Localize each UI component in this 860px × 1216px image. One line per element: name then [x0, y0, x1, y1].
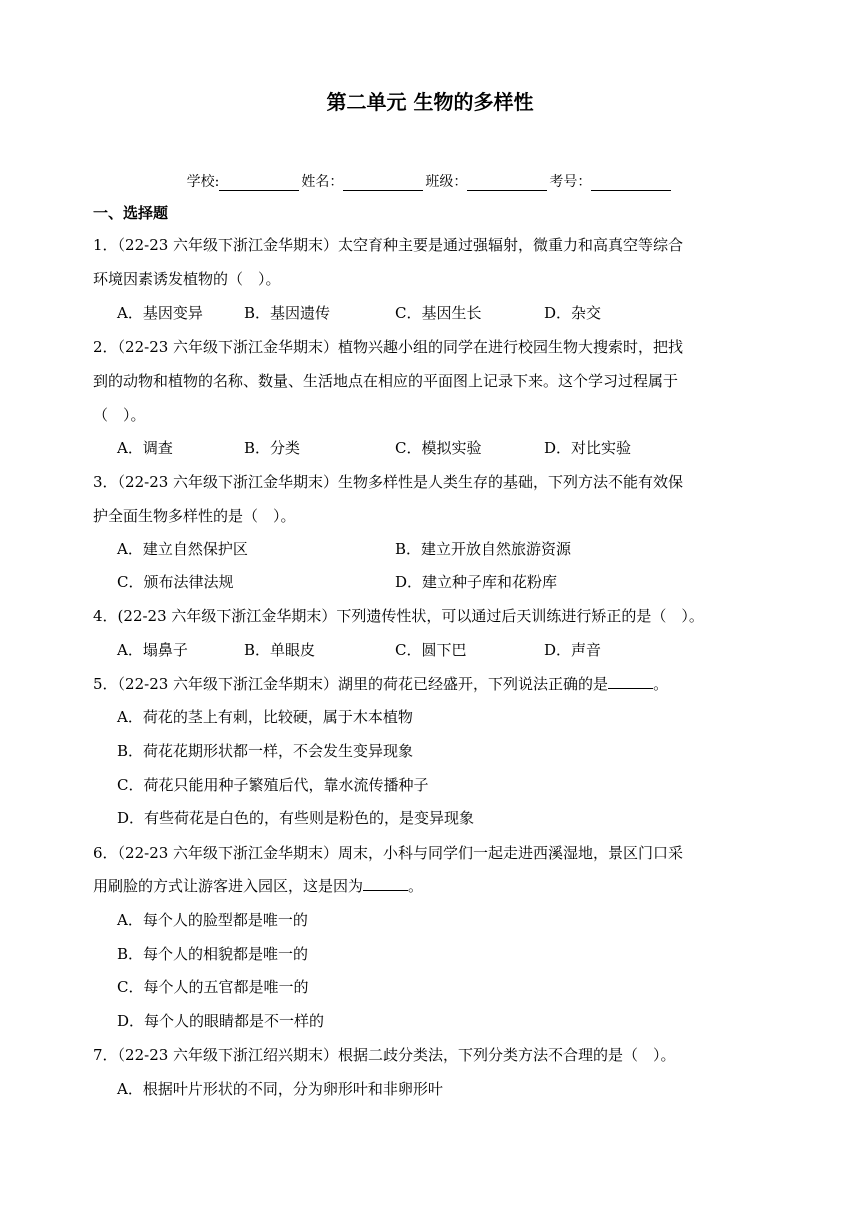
student-info-row	[0, 171, 860, 191]
option-c[interactable]: C．模拟实验	[395, 439, 482, 457]
question-text-end: 。	[653, 675, 669, 693]
question-text-line: 到的动物和植物的名称、数量、生活地点在相应的平面图上记录下来。这个学习过程属于	[93, 372, 679, 390]
question-text-line: （ ）。	[93, 406, 146, 424]
question-text-line: 3．（22-23 六年级下浙江金华期末）生物多样性是人类生存的基础，下列方法不能有效保	[93, 473, 684, 491]
option-c[interactable]: C．圆下巴	[395, 641, 467, 659]
page-title: 第二单元 生物的多样性	[326, 90, 534, 114]
option-d[interactable]: D．对比实验	[544, 439, 632, 457]
question-text: 用刷脸的方式让游客进入园区，这是因为	[93, 877, 364, 895]
question-text-line: 2．（22-23 六年级下浙江金华期末）植物兴趣小组的同学在进行校园生物大搜索时，把找	[93, 338, 684, 356]
option-d[interactable]: D．每个人的眼睛都是不一样的	[117, 1012, 325, 1030]
name-label: 姓名：	[301, 174, 344, 190]
question-text-line: 6．（22-23 六年级下浙江金华期末）周末，小科与同学们一起走进西溪湿地，景区门口采	[93, 844, 684, 862]
exam-no-label: 考号：	[549, 174, 592, 190]
school-blank[interactable]	[219, 176, 299, 191]
option-c[interactable]: C．基因生长	[395, 304, 482, 322]
option-a[interactable]: A．塌鼻子	[117, 641, 188, 659]
option-c[interactable]: C．荷花只能用种子繁殖后代，靠水流传播种子	[117, 776, 429, 794]
option-d[interactable]: D．声音	[544, 641, 602, 659]
option-a[interactable]: A．基因变异	[117, 304, 203, 322]
question-text-line	[93, 674, 783, 694]
option-a[interactable]: A．根据叶片形状的不同，分为卵形叶和非卵形叶	[117, 1080, 443, 1098]
option-d[interactable]: D．建立种子库和花粉库	[395, 573, 558, 591]
option-c[interactable]: C．每个人的五官都是唯一的	[117, 978, 309, 996]
question-text-line: 护全面生物多样性的是（ ）。	[93, 507, 296, 525]
option-b[interactable]: B．建立开放自然旅游资源	[395, 540, 572, 558]
question-text: 5．（22-23 六年级下浙江金华期末）湖里的荷花已经盛开，下列说法正确的是	[93, 675, 609, 693]
question-text-line: 7．（22-23 六年级下浙江绍兴期末）根据二歧分类法，下列分类方法不合理的是（ ）。	[93, 1046, 676, 1064]
question-text-line: 环境因素诱发植物的（ ）。	[93, 270, 281, 288]
option-b[interactable]: B．基因遗传	[244, 304, 331, 322]
question-text-line: 1．（22-23 六年级下浙江金华期末）太空育种主要是通过强辐射，微重力和高真空等综合	[93, 236, 684, 254]
class-label: 班级：	[425, 174, 468, 190]
option-a[interactable]: A．荷花的茎上有刺，比较硬，属于木本植物	[117, 708, 413, 726]
question-text-line	[93, 876, 783, 896]
school-label: 学校:	[186, 174, 220, 190]
class-blank[interactable]	[467, 176, 547, 191]
option-a[interactable]: A．建立自然保护区	[117, 540, 248, 558]
option-d[interactable]: D．有些荷花是白色的，有些则是粉色的，是变异现象	[117, 809, 475, 827]
option-b[interactable]: B．荷花花期形状都一样，不会发生变异现象	[117, 742, 414, 760]
answer-blank[interactable]	[608, 674, 653, 689]
option-b[interactable]: B．分类	[244, 439, 301, 457]
option-a[interactable]: A．每个人的脸型都是唯一的	[117, 911, 308, 929]
exam-no-blank[interactable]	[591, 176, 671, 191]
option-b[interactable]: B．单眼皮	[244, 641, 316, 659]
question-text-line: 4．(22-23 六年级下浙江金华期末）下列遗传性状，可以通过后天训练进行矫正的是（ ）。	[93, 607, 704, 625]
answer-blank[interactable]	[363, 876, 408, 891]
option-b[interactable]: B．每个人的相貌都是唯一的	[117, 945, 309, 963]
section-heading: 一、选择题	[93, 204, 169, 222]
option-d[interactable]: D．杂交	[544, 304, 602, 322]
option-a[interactable]: A．调查	[117, 439, 173, 457]
name-blank[interactable]	[343, 176, 423, 191]
option-c[interactable]: C．颁布法律法规	[117, 573, 234, 591]
question-text-end: 。	[408, 877, 424, 895]
